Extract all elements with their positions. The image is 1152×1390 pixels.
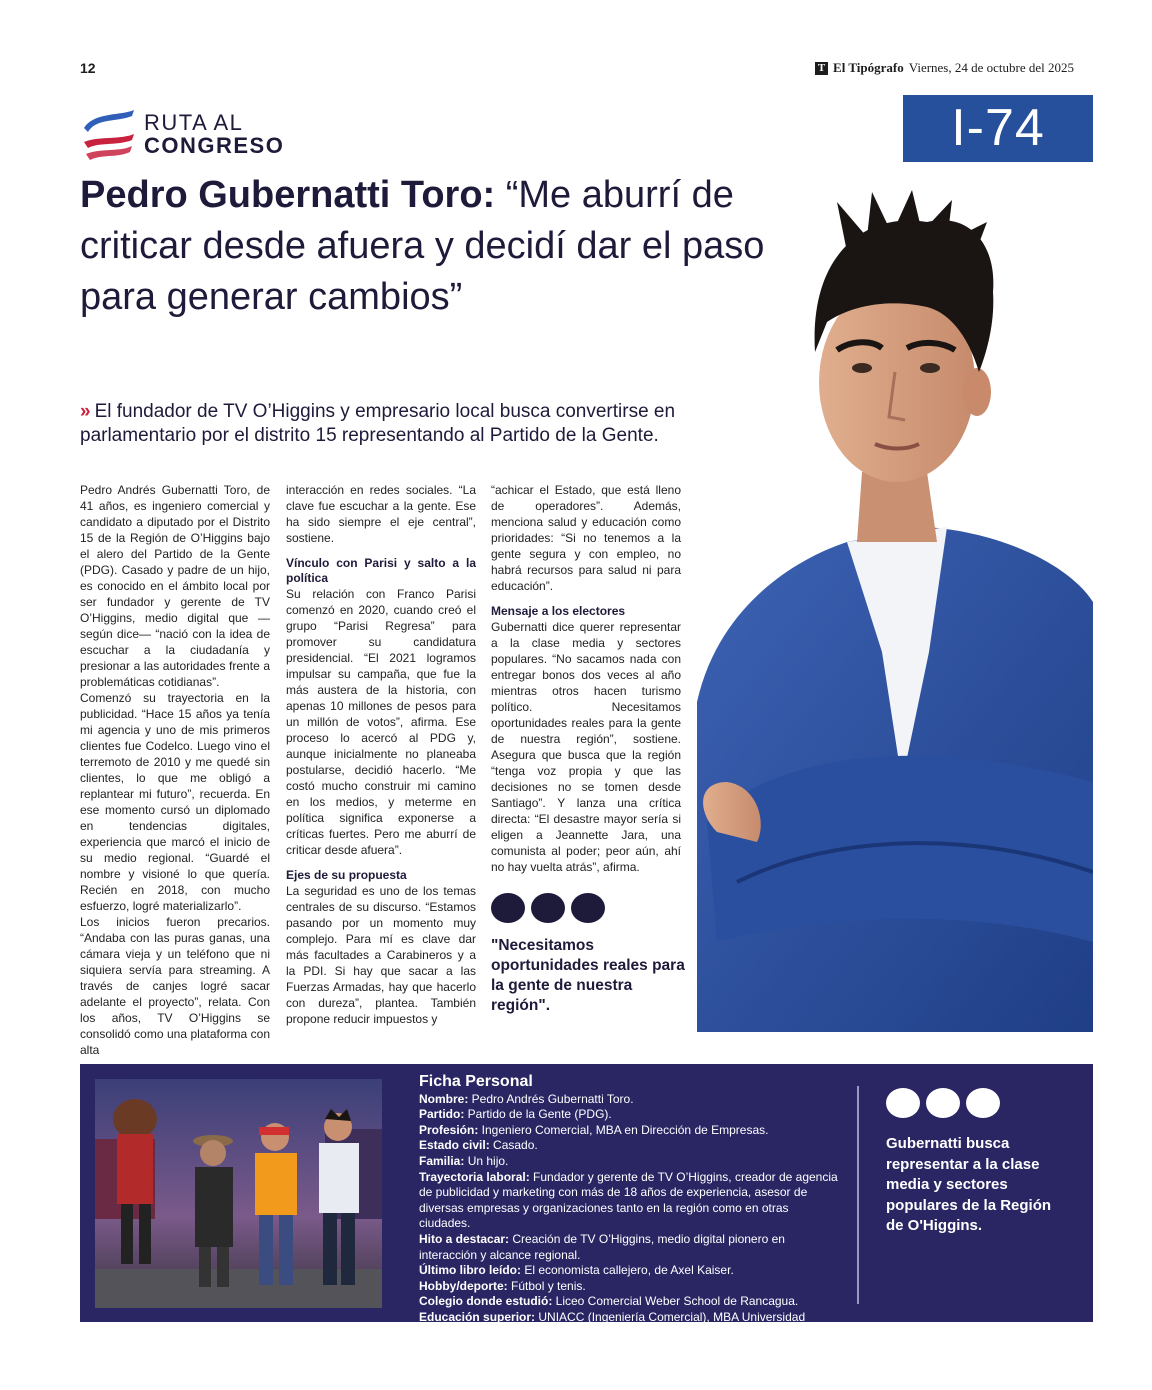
article-paragraph: Los inicios fueron precarios. “Andaba con las puras ganas, una cámara vieja y un teléfono que ni siquiera servía para streaming. A través de canjes logré sacar adelante el proyecto”, relata. Con los años, TV O’Higgins se consolidó como una plataforma con alta <box>80 915 270 1057</box>
article-column-2 <box>286 482 476 1027</box>
section-swoosh-icon <box>80 108 138 162</box>
headline-name: Pedro Gubernatti Toro: <box>80 174 496 216</box>
pull-quote: "Necesitamos oportunidades reales para la gente de nuestra región". <box>491 937 685 1014</box>
profile-row <box>419 1123 839 1139</box>
panel-quote: Gubernatti busca representar a la clase media y sectores populares de la Región de O'Higgins. <box>886 1135 1052 1234</box>
profile-row <box>419 1263 839 1279</box>
candidate-portrait <box>697 182 1093 1032</box>
article-paragraph: “achicar el Estado, que está lleno de operadores”. Además, menciona salud y educación como prioridades: “Si no tenemos a la gente segura y con empleo, no habrá recursos para salud ni para educación”. <box>491 483 681 593</box>
page-number: 12 <box>80 60 96 76</box>
article-subheading: Ejes de su propuesta <box>286 868 407 882</box>
headline <box>80 170 800 323</box>
profile-value: El economista callejero, de Axel Kaiser. <box>521 1263 734 1278</box>
profile-label: Nombre: <box>419 1091 469 1106</box>
article-paragraph: Pedro Andrés Gubernatti Toro, de 41 años, es ingeniero comercial y candidato a diputado por el Distrito 15 de la Región de O’Higgins bajo el alero del Partido de la Gente (PDG). Casado y padre de un hijo, es conocido en el ámbito local por ser fundador y gerente de TV O’Higgins, medio digital que —según dice— “nació con la idea de escuchar a la ciudadanía y presionar a las autoridades frente a problemáticas cotidianas”. <box>80 483 270 689</box>
lead-paragraph <box>80 400 680 448</box>
profile-value: Ingeniero Comercial, MBA en Dirección de Empresas. <box>478 1122 769 1137</box>
profile-label: Colegio donde estudió: <box>419 1294 553 1309</box>
article-column-3 <box>491 482 681 875</box>
masthead <box>815 60 1074 76</box>
profile-value: Creación de TV O’Higgins, medio digital pionero en interacción y alcance regional. <box>419 1231 785 1262</box>
lead-chevron-icon: » <box>80 401 91 422</box>
profile-label: Trayectoria laboral: <box>419 1169 530 1184</box>
profile-label: Hito a destacar: <box>419 1231 510 1246</box>
section-logo <box>80 104 300 164</box>
profile-label: Profesión: <box>419 1122 479 1137</box>
panel-dots-icon <box>886 1088 1000 1118</box>
profile-value: Fútbol y tenis. <box>507 1278 586 1293</box>
profile-label: Hobby/deporte: <box>419 1278 508 1293</box>
panel-divider <box>857 1086 859 1304</box>
profile-label: Partido: <box>419 1107 465 1122</box>
masthead-brand: El Tipógrafo <box>833 60 904 75</box>
profile-value: Partido de la Gente (PDG). <box>464 1107 612 1122</box>
profile-row <box>419 1138 839 1154</box>
quote-dots-icon <box>491 893 605 923</box>
article-paragraph: interacción en redes sociales. “La clave fue escuchar a la gente. Ese ha sido siempre el eje central”, sostiene. <box>286 483 476 545</box>
section-title-line1: RUTA AL <box>144 110 244 135</box>
newspaper-logo-icon: T <box>815 62 828 75</box>
profile-value: UNIACC (Ingeniería Comercial), MBA Universidad Andrés Bello con doble titulación en Universidad Europea de Madrid. <box>419 1309 806 1340</box>
masthead-date: Viernes, 24 de octubre del 2025 <box>908 60 1074 75</box>
profile-label: Estado civil: <box>419 1138 490 1153</box>
article-paragraph: Su relación con Franco Parisi comenzó en 2020, cuando creó el grupo “Parisi Regresa” para promover su candidatura presidencial. “El 2021 logramos impulsar su campaña, que fue la más austera de la historia, con apenas 10 millones de pesos para un millón de votos”, afirma. Ese proceso lo acercó al PDG y, aunque inicialmente no planeaba postularse, decidió hacerlo. “Me costó mucho construir mi camino en los medios, y meterme en política significa exponerse a críticas fuertes. Pero me aburrí de criticar desde afuera”. <box>286 587 476 857</box>
profile-label: Último libro leído: <box>419 1263 521 1278</box>
profile-row <box>419 1310 839 1341</box>
profile-value: Un hijo. <box>464 1153 509 1168</box>
profile-row <box>419 1279 839 1295</box>
article-paragraph: La seguridad es uno de los temas centrales de su discurso. “Estamos pasando por un momento muy complejo. Para mí es clave dar más facultades a Carabineros y a la PDI. Si hay que sacar a las Fuerzas Armadas, hay que hacerlo con dureza”, plantea. También propone reducir impuestos y <box>286 884 476 1026</box>
article-paragraph: Gubernatti dice querer representar a la clase media y sectores populares. “No sacamos nada con entregar bonos dos veces al año mientras otros hacen turismo político. Necesitamos oportunidades reales para la gente de nuestra región”, sostiene. Asegura que busca que la región “tenga voz propia y que las decisiones no se tomen desde Santiago”. Y lanza una crítica directa: “El desastre mayor sería si eligen a Jeannette Jara, una comunista al poder; peor aún, ahí no hay vuelta atrás”, afirma. <box>491 620 681 874</box>
section-title-line2: CONGRESO <box>144 133 285 158</box>
personal-profile-panel <box>80 1064 1093 1340</box>
profile-label: Educación superior: <box>419 1309 536 1324</box>
profile-value: Casado. <box>489 1138 538 1153</box>
profile-row <box>419 1092 839 1108</box>
profile-title: Ficha Personal <box>419 1073 533 1090</box>
article-column-1 <box>80 482 270 1058</box>
article-subheading: Vínculo con Parisi y salto a la política <box>286 556 476 585</box>
profile-value: Pedro Andrés Gubernatti Toro. <box>468 1091 634 1106</box>
article-subheading: Mensaje a los electores <box>491 604 626 618</box>
profile-row <box>419 1154 839 1170</box>
profile-label: Familia: <box>419 1153 465 1168</box>
lead-text: El fundador de TV O’Higgins y empresario local busca convertirse en parlamentario por el distrito 15 representando al Partido de la Gente. <box>80 401 676 446</box>
headline-quote: “Me aburrí de criticar desde afuera y decidí dar el paso para generar cambios” <box>80 174 765 318</box>
article-paragraph: Comenzó su trayectoria en la publicidad. “Hace 15 años ya tenía mi agencia y uno de mis primeros clientes fue Codelco. Luego vino el terremoto de 2010 y me quedé sin clientes, lo que me obligó a replantear mi futuro”, recuerda. En ese momento cursó un diplomado en tendencias digitales, experiencia que marcó el inicio de su medio regional. “Guardé el nombre y visioné lo que quería. Recién en 2018, con mucho esfuerzo, logré materializarlo”. <box>80 691 270 913</box>
profile-row <box>419 1170 839 1232</box>
profile-card <box>419 1074 839 1341</box>
profile-value: Fundador y gerente de TV O’Higgins, creador de agencia de publicidad y marketing con más de 18 años de experiencia, asesor de diversas empresas y organizaciones tanto en la región como en otras ciudades. <box>419 1169 838 1231</box>
profile-row <box>419 1294 839 1310</box>
event-photo <box>95 1079 382 1308</box>
profile-row <box>419 1107 839 1123</box>
district-badge: I-74 <box>903 95 1093 162</box>
profile-row <box>419 1232 839 1263</box>
profile-value: Liceo Comercial Weber School de Rancagua. <box>552 1294 799 1309</box>
